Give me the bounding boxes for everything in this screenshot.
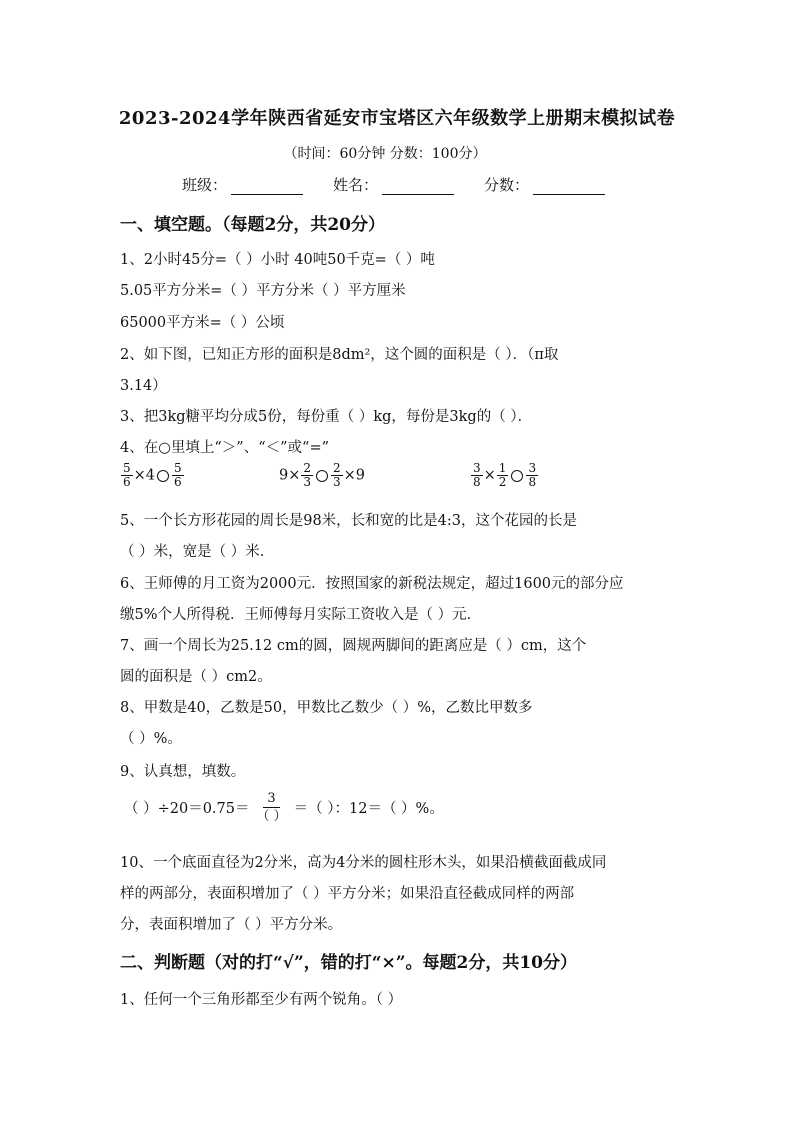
question-1a: 1、2小时45分=（ ）小时 40吨50千克=（ ）吨 — [120, 252, 435, 268]
score-field — [484, 174, 605, 195]
question-1c: 65000平方米=（ ）公顷 — [120, 315, 285, 331]
name-label: 姓名： — [333, 176, 379, 194]
q4-item-c: $\frac{3}{8}$ × $\frac{1}{2}$ $\frac{3}{8}$ — [473, 461, 537, 489]
question-4: 4、在○里填上“＞”、“＜”或“=” — [120, 440, 330, 456]
student-info-fields — [182, 174, 635, 195]
question-7b: 圆的面积是（ ）cm2。 — [120, 669, 272, 685]
question-8b: （ ）%。 — [120, 731, 182, 747]
question-10a: 10、一个底面直径为2分米，高为4分米的圆柱形木头，如果沿横截面截成同 — [120, 855, 607, 871]
compare-circle[interactable] — [157, 470, 169, 482]
question-10b: 样的两部分，表面积增加了（ ）平方分米；如果沿直径截成同样的两部 — [120, 886, 575, 902]
name-blank[interactable] — [382, 178, 454, 195]
score-label: 分数： — [484, 176, 530, 194]
section-1-heading: 一、填空题。（每题2分，共20分） — [120, 215, 385, 235]
question-3: 3、把3kg糖平均分成5份，每份重（ ）kg，每份是3kg的（ ）． — [120, 409, 533, 425]
class-label: 班级： — [182, 176, 228, 194]
question-1b: 5.05平方分米=（ ）平方分米（ ）平方厘米 — [120, 283, 406, 299]
q4-item-b: 9× $\frac{2}{3}$ $\frac{2}{3}$ ×9 — [279, 461, 366, 489]
question-2a: 2、如下图，已知正方形的面积是8dm²，这个圆的面积是（ ）．（π取 — [120, 347, 559, 363]
class-blank[interactable] — [231, 178, 303, 195]
fraction: $\frac{5}{6}$ — [123, 461, 131, 489]
fraction: $\frac{2}{3}$ — [303, 461, 312, 489]
fraction: $\frac{3}{8}$ — [528, 461, 537, 489]
section-2-question-1: 1、任何一个三角形都至少有两个锐角。（ ） — [120, 992, 403, 1008]
question-10c: 分，表面积增加了（ ）平方分米。 — [120, 917, 343, 933]
class-field — [182, 174, 303, 195]
q4-item-a: $\frac{5}{6}$ ×4 $\frac{5}{6}$ — [123, 461, 182, 489]
question-6b: 缴5%个人所得税．王师傅每月实际工资收入是（ ）元. — [120, 607, 472, 623]
question-5a: 5、一个长方形花园的周长是98米，长和宽的比是4:3，这个花园的长是 — [120, 513, 578, 529]
page-title: 2023-2024学年陕西省延安市宝塔区六年级数学上册期末模拟试卷 — [118, 108, 676, 129]
fraction: $\frac{1}{2}$ — [498, 461, 507, 489]
question-9: 9、认真想，填数。 — [120, 764, 246, 780]
question-6a: 6、王师傅的月工资为2000元．按照国家的新税法规定，超过1600元的部分应 — [120, 576, 624, 592]
question-7a: 7、画一个周长为25.12 cm的圆，圆规两脚间的距离应是（ ）cm，这个 — [120, 638, 587, 654]
compare-circle[interactable] — [511, 470, 523, 482]
question-2b: 3.14） — [120, 378, 167, 394]
section-2-heading: 二、判断题（对的打“√”，错的打“×”。每题2分，共10分） — [120, 953, 578, 973]
fraction: $\frac{3}{8}$ — [473, 461, 481, 489]
fraction: $\frac{3}{( )}$ — [256, 791, 287, 824]
exam-info: （时间：60分钟 分数：100分） — [283, 146, 487, 162]
name-field — [333, 174, 454, 195]
fraction: $\frac{2}{3}$ — [333, 461, 341, 489]
q9-expression: （ ）÷20＝0.75＝ $\frac{3}{( )}$ ＝（ ）：12＝（ ）%。 — [124, 791, 444, 824]
compare-circle[interactable] — [316, 470, 328, 482]
question-5b: （ ）米，宽是（ ）米. — [120, 544, 265, 560]
fraction: $\frac{5}{6}$ — [174, 461, 182, 489]
score-blank[interactable] — [533, 178, 605, 195]
question-8a: 8、甲数是40，乙数是50，甲数比乙数少（ ）%，乙数比甲数多 — [120, 700, 533, 716]
